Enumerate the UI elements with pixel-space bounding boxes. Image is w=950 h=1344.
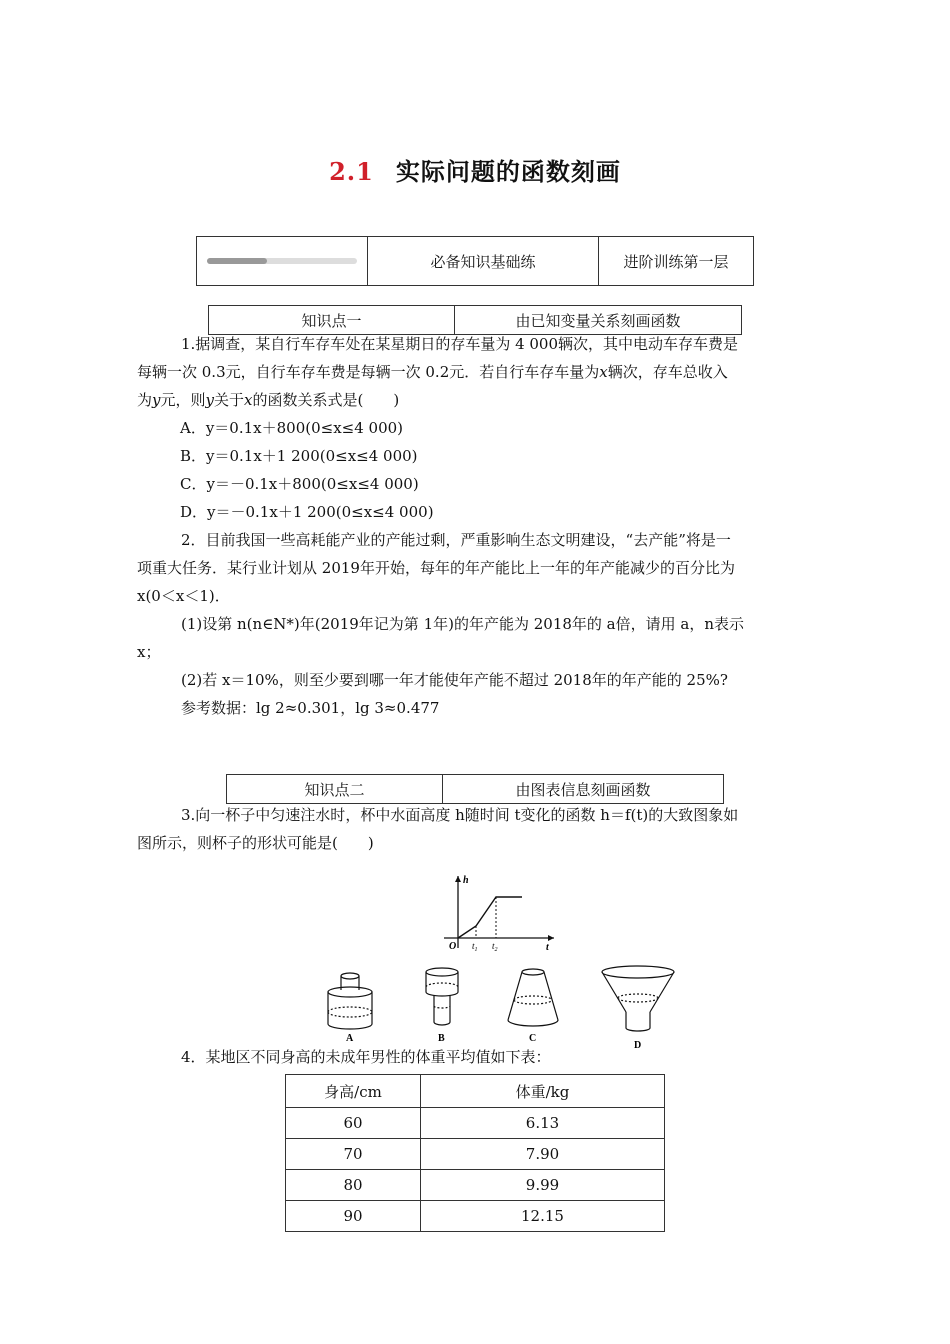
q2-part1-line2: x； — [137, 643, 161, 661]
t1-sub: 1 — [474, 947, 478, 952]
q3-line2: 图所示，则杯子的形状可能是( ) — [137, 834, 374, 852]
q1-option-b: B．y＝0.1x＋1 200(0≤x≤4 000) — [180, 447, 418, 465]
graph-origin-label: O — [449, 941, 457, 952]
q1-var-y: y — [152, 391, 161, 409]
section-number: 2.1 — [329, 157, 374, 186]
q1-text-e: 关于 — [214, 391, 245, 409]
q2-part2: (2)若 x＝10%，则至少要到哪一年才能使年产能不超过 2018年的年产能的 25%? — [181, 671, 728, 689]
table-cell: 6.13 — [421, 1108, 665, 1139]
cup-a-label: A — [346, 1033, 354, 1044]
progress-cell — [197, 237, 367, 285]
cup-b — [426, 968, 458, 1025]
cup-a — [328, 973, 372, 1029]
q4-table — [285, 1074, 665, 1232]
table-cell: 90 — [286, 1201, 421, 1232]
graph-t1-label — [472, 941, 478, 952]
t1-t: t — [472, 941, 475, 951]
table-cell: 80 — [286, 1170, 421, 1201]
table-row — [286, 1139, 665, 1170]
progress-fill — [207, 258, 267, 264]
q1-var-y2: y — [205, 391, 214, 409]
table-header-weight: 体重/kg — [421, 1075, 665, 1108]
page-title — [0, 152, 950, 187]
cup-c-label: C — [529, 1033, 537, 1044]
section-title: 实际问题的函数刻画 — [395, 157, 621, 186]
t2-sub: 2 — [494, 947, 498, 952]
table-header-height: 身高/cm — [286, 1075, 421, 1108]
q1-option-d: D．y＝－0.1x＋1 200(0≤x≤4 000) — [180, 503, 434, 521]
table-row — [286, 1201, 665, 1232]
graph-h-label: h — [463, 875, 469, 886]
table-cell: 9.99 — [421, 1170, 665, 1201]
q1-text-c: 为 — [137, 391, 153, 409]
q4-stem: 4．某地区不同身高的未成年男性的体重平均值如下表： — [181, 1048, 551, 1066]
q2-line3: x(0＜x＜1)． — [137, 587, 230, 605]
q3-line1: 3.向一杯子中匀速注水时，杯中水面高度 h随时间 t变化的函数 h＝f(t)的大致图象如 — [181, 806, 739, 824]
section-header-table — [196, 236, 754, 286]
q1-var-x: x — [599, 363, 608, 381]
kp1-label: 知识点一 — [209, 306, 455, 334]
table-row — [286, 1108, 665, 1139]
graph-curve — [458, 897, 522, 938]
q1-stem-line1: 1.据调查，某自行车存车处在某星期日的存车量为 4 000辆次，其中电动车存车费是 — [181, 335, 739, 353]
cup-d-label: D — [634, 1040, 642, 1051]
cup-d — [602, 966, 674, 1031]
table-cell: 12.15 — [421, 1201, 665, 1232]
header-col-advanced: 进阶训练第一层 — [598, 237, 753, 285]
graph-x-arrow — [548, 935, 554, 941]
q2-line2: 项重大任务．某行业计划从 2019年开始，每年的年产能比上一年的年产能减少的百分比为 — [137, 559, 735, 577]
q1-stem-line2 — [137, 358, 813, 386]
kp2-text: 由图表信息刻画函数 — [515, 780, 651, 799]
q2-reference: 参考数据：lg 2≈0.301，lg 3≈0.477 — [181, 699, 440, 717]
graph-y-arrow — [455, 876, 461, 882]
knowledge-point-2 — [226, 774, 724, 804]
graph-t-label: t — [546, 942, 549, 952]
q1-text-d: 元，则 — [160, 391, 206, 409]
header-col-basic: 必备知识基础练 — [367, 237, 598, 285]
q3-graph — [436, 870, 566, 952]
q3-cups — [320, 962, 680, 1052]
table-cell: 60 — [286, 1108, 421, 1139]
t2-t: t — [492, 941, 495, 951]
q1-stem-line3 — [137, 386, 813, 414]
table-cell: 7.90 — [421, 1139, 665, 1170]
q1-option-c: C．y＝－0.1x＋800(0≤x≤4 000) — [180, 475, 419, 493]
table-row — [286, 1170, 665, 1201]
kp2-label: 知识点二 — [227, 775, 443, 803]
q2-line1: 2．目前我国一些高耗能产业的产能过剩，严重影响生态文明建设，“去产能”将是一 — [181, 531, 731, 549]
cup-c — [508, 969, 558, 1026]
kp1-text: 由已知变量关系刻画函数 — [515, 311, 681, 330]
q2-part1-line1: (1)设第 n(n∈N*)年(2019年记为第 1年)的年产能为 2018年的 a倍，请用 a，n表示 — [181, 615, 744, 633]
table-header-row — [286, 1075, 665, 1108]
graph-t2-label — [492, 941, 498, 952]
cup-b-label: B — [438, 1033, 445, 1044]
q1-text-a: 每辆一次 0.3元，自行车存车费是每辆一次 0.2元．若自行车存车量为 — [137, 363, 600, 381]
progress-bar — [207, 258, 357, 264]
table-cell: 70 — [286, 1139, 421, 1170]
q1-option-a: A．y＝0.1x＋800(0≤x≤4 000) — [180, 419, 404, 437]
q1-text-f: 的函数关系式是( ) — [252, 391, 400, 409]
q1-text-b: 辆次，存车总收入 — [607, 363, 728, 381]
q1-var-x2: x — [244, 391, 253, 409]
